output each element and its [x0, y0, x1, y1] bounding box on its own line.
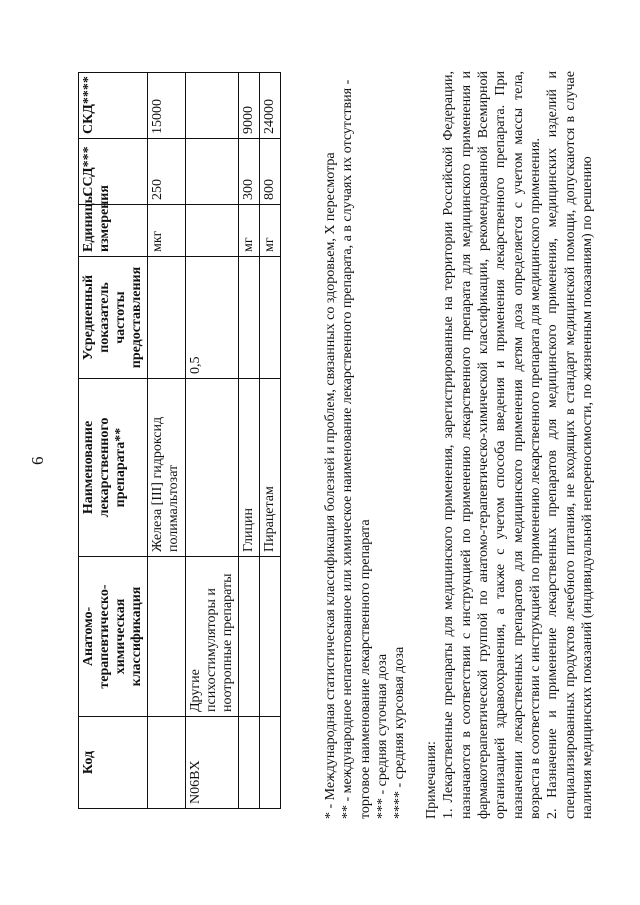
cell-code [148, 717, 185, 809]
cell-atc: Другие психостимуляторы и ноотропные препараты [185, 557, 238, 717]
table-row [259, 73, 280, 809]
cell-drug-name: Пирацетам [259, 379, 280, 557]
drug-table [78, 72, 281, 809]
cell-drug-name [185, 379, 238, 557]
page-number: 6 [28, 456, 47, 465]
cell-ssd: 250 [148, 139, 185, 205]
footnote-inn: ** - международное непатентованное или химическое наименование лекарственного препарата, а в случаях их отсутствия - торговое наименование лекарственного препарата [340, 79, 373, 819]
footnote-ssd: *** - средняя суточная доза [375, 653, 391, 819]
cell-frequency [148, 257, 185, 379]
note-paragraph-2: 2. Назначение и применение лекарственных препаратов для медицинского применения, медицинских изделий и специализированных продуктов лечебного питания, не входящих в стандарт медицинской помощи, допускаются в случае наличия медицинских показаний (индивидуальной непереносимости, по жизненным показаниям) по решению [545, 71, 596, 819]
cell-ssd: 800 [259, 139, 280, 205]
cell-ssd [185, 139, 238, 205]
cell-atc [238, 557, 259, 717]
cell-unit: мкг [148, 205, 185, 257]
cell-skd: 24000 [259, 73, 280, 139]
header-drug-name: Наименование лекарственного препарата** [79, 379, 148, 557]
table-row [148, 73, 185, 809]
cell-atc [259, 557, 280, 717]
note-paragraph-1: 1. Лекарственные препараты для медицинского применения, зарегистрированные на территории Российской Федерации, назначаются в соответствии с инструкцией по применению лекарственного препарата для медицинского применения и фармакотерапевтической группой по анатомо-терапевтическо-химической классификации, рекомендованной Всемирной организацией здравоохранения, а также с учетом способа введения и применения лекарственного препарата. При назначении лекарственных препаратов для медицинского применения детям доза определяется с учетом массы тела, возраста в соответствии с инструкцией по применению лекарственного препарата для медицинского применения. [441, 71, 543, 819]
cell-ssd: 300 [238, 139, 259, 205]
footnote-skd: **** - средняя курсовая доза [392, 646, 408, 819]
footnote-icd: * - Международная статистическая классификация болезней и проблем, связанных со здоровьем, X пересмотра [323, 152, 338, 819]
cell-skd [185, 73, 238, 139]
cell-code [238, 717, 259, 809]
cell-frequency [238, 257, 259, 379]
cell-skd: 15000 [148, 73, 185, 139]
header-ssd: ССД*** [79, 139, 148, 205]
cell-frequency: 0,5 [185, 257, 238, 379]
notes-block [322, 71, 596, 819]
cell-unit: мг [259, 205, 280, 257]
cell-atc [148, 557, 185, 717]
table-row [238, 73, 259, 809]
header-skd: СКД**** [79, 73, 148, 139]
cell-drug-name: Железа [III] гидроксид полимальтозат [148, 379, 185, 557]
header-unit: Единицы измерения [79, 205, 148, 257]
table-header-row [79, 73, 148, 809]
cell-frequency [259, 257, 280, 379]
notes-heading: Примечания: [423, 741, 439, 819]
table-row [185, 73, 238, 809]
header-frequency: Усредненный показатель частоты предоставления [79, 257, 148, 379]
cell-unit [185, 205, 238, 257]
header-code: Код [79, 717, 148, 809]
cell-unit: мг [238, 205, 259, 257]
cell-drug-name: Глицин [238, 379, 259, 557]
cell-skd: 9000 [238, 73, 259, 139]
cell-code: N06BX [185, 717, 238, 809]
cell-code [259, 717, 280, 809]
header-atc: Анатомо-терапевтическо-химическая классификация [79, 557, 148, 717]
